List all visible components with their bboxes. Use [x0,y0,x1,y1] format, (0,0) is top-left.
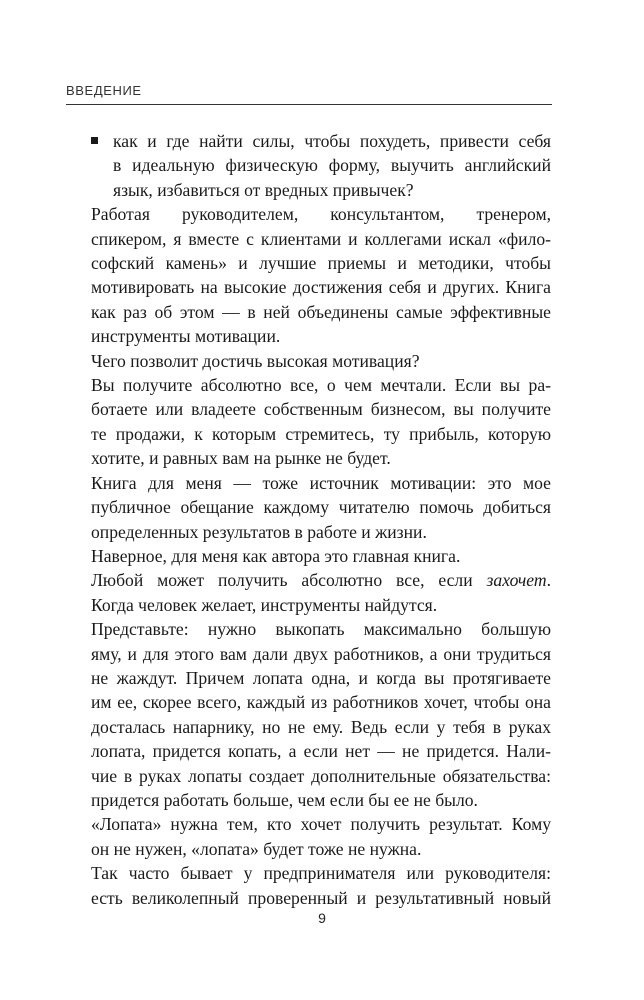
text-line: софский камень» и лучшие приемы и методики, чтобы [91,253,551,274]
header-rule [66,104,552,105]
text-line: те продажи, к которым стремитесь, ту прибыль, которую [91,423,551,444]
paragraph [91,202,551,348]
running-head: ВВЕДЕНИЕ [66,83,142,98]
text-line: Когда человек желает, инструменты найдутся. [91,594,438,615]
text-line: язык, избавиться от вредных привычек? [113,179,414,200]
text-line: Чего позволит достичь высокая мотивация? [91,350,420,371]
text-line: «Лопата» нужна тем, кто хочет получить результат. Кому [91,814,551,835]
text-line: чие в руках лопаты создает дополнительные обязательства: [91,765,551,786]
text-line: досталась напарнику, но не ему. Ведь если у тебя в руках [91,716,551,737]
text-line: им ее, скорее всего, каждый из работников хочет, чтобы она [91,692,551,713]
text-line: придется работать больше, чем если бы ее не было. [91,789,478,810]
text-line: как и где найти силы, чтобы похудеть, привести себя [113,131,551,151]
text-line: Вы получите абсолютно все, о чем мечтали. Если вы ра- [91,375,551,396]
paragraph [91,861,551,910]
text-line: Представьте: нужно выкопать максимально большую [91,619,551,640]
text-line: ботаете или владеете собственным бизнесом, вы получите [91,399,551,420]
paragraph [91,349,551,373]
paragraph [91,544,551,568]
paragraph [91,471,551,544]
text-line: Наверное, для меня как автора это главная книга. [91,545,461,566]
text-line: есть великолепный проверенный и результативный новый [91,887,551,908]
emphasis-text: захочет [486,570,547,591]
text-line: Книга для меня — тоже источник мотивации: это мое [91,472,551,493]
text-run: Любой может получить абсолютно все, если [91,570,487,591]
text-line: публичное обещание каждому читателю помочь добиться [91,497,551,518]
list-item [91,129,551,202]
text-line: хотите, и равных вам на рынке не будет. [91,448,391,469]
text-line: не жаждут. Причем лопата одна, и когда вы протягиваете [91,667,551,688]
text-run: . [546,570,551,591]
paragraph [91,373,551,471]
text-line: в идеальную физическую форму, выучить английский [113,155,551,176]
page-body [91,129,551,910]
text-line [91,568,551,592]
text-line: яму, и для этого вам дали двух работников, а они трудиться [91,643,551,664]
text-line: лопата, придется копать, а если нет — не придется. Нали- [91,741,551,762]
text-line: Работая руководителем, консультантом, тренером, [91,204,551,225]
page-number: 9 [318,910,326,926]
text-line: определенных результатов в работе и жизни. [91,521,427,542]
bullet-square-icon [91,137,98,144]
text-line: мотивировать на высокие достижения себя и других. Книга [91,277,551,298]
text-line: Так часто бывает у предпринимателя или руководителя: [91,863,551,884]
paragraph [91,812,551,861]
paragraph [91,568,551,617]
paragraph [91,617,551,812]
text-line: как раз об этом — в ней объединены самые эффективные [91,301,551,322]
text-line: он не нужен, «лопата» будет тоже не нужна. [91,838,422,859]
text-line: инструменты мотивации. [91,326,281,347]
text-line: спикером, я вместе с клиентами и коллегами искал «фило- [91,228,551,249]
